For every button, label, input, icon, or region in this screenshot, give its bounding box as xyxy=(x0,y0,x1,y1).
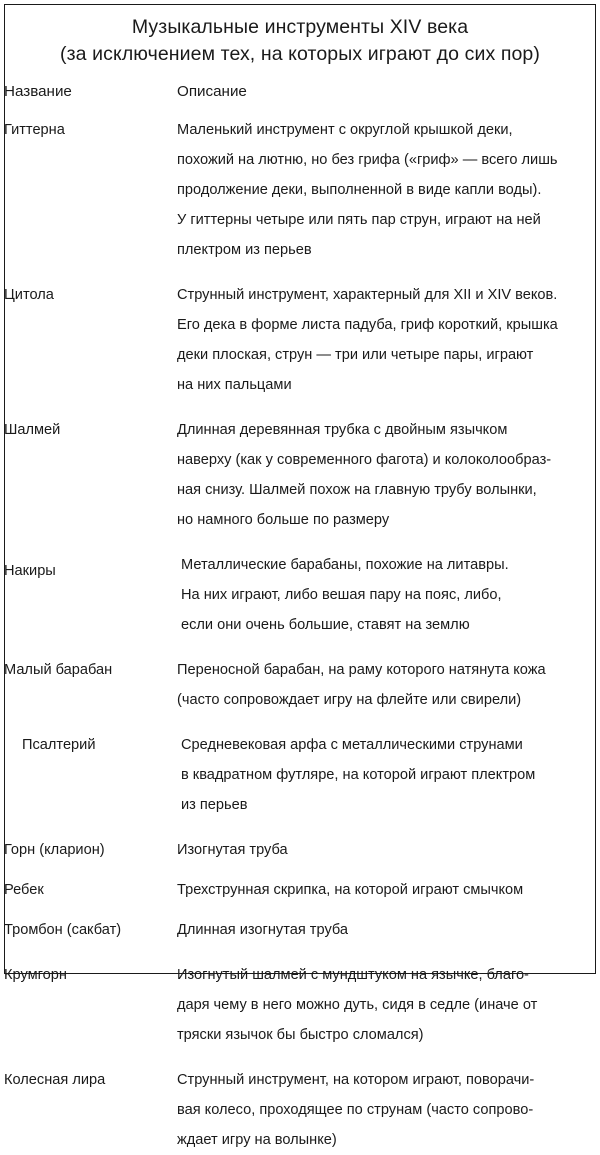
description-line: Струнный инструмент, на котором играют, поворачи- xyxy=(177,1072,535,1088)
instrument-description xyxy=(177,915,596,960)
description-line: Струнный инструмент, характерный для XII и XIV веков. xyxy=(177,287,558,303)
table-row xyxy=(4,415,596,550)
description-line: деки плоская, струн — три или четыре пары, играют xyxy=(177,347,534,363)
instruments-table xyxy=(4,81,596,1155)
description-line: Переносной барабан, на раму которого натянута кожа xyxy=(177,662,546,678)
table-row xyxy=(4,115,596,280)
table-row xyxy=(4,835,596,875)
instrument-name: Шалмей xyxy=(4,422,61,438)
description-line: Средневековая арфа с металлическими струнами xyxy=(181,737,523,753)
instrument-name: Накиры xyxy=(4,563,56,579)
description-line: Его дека в форме листа падуба, гриф короткий, крышка xyxy=(177,317,558,333)
instrument-name: Гиттерна xyxy=(4,122,65,138)
description-line: похожий на лютню, но без грифа («гриф» — всего лишь xyxy=(177,152,558,168)
description-line: продолжение деки, выполненной в виде капли воды). xyxy=(177,182,542,198)
description-line: вая колесо, проходящее по струнам (часто сопрово- xyxy=(177,1102,534,1118)
description-line: На них играют, либо вешая пару на пояс, либо, xyxy=(181,587,502,603)
description-line: Длинная деревянная трубка с двойным язычком xyxy=(177,422,508,438)
table-row xyxy=(4,1065,596,1155)
description-line: Длинная изогнутая труба xyxy=(177,922,349,938)
column-header-name: Название xyxy=(4,83,72,100)
table-row xyxy=(4,960,596,1065)
instrument-name: Псалтерий xyxy=(22,737,96,753)
instrument-description xyxy=(177,655,596,730)
description-line: на них пальцами xyxy=(177,377,292,393)
description-line: (часто сопровождает игру на флейте или свирели) xyxy=(177,692,522,708)
instrument-name: Горн (кларион) xyxy=(4,842,105,858)
page-title xyxy=(4,4,596,68)
column-header-description: Описание xyxy=(177,83,247,100)
page-title-line-1: Музыкальные инструменты XIV века xyxy=(131,16,469,38)
instrument-name: Малый барабан xyxy=(4,662,113,678)
table-row xyxy=(4,655,596,730)
table-row xyxy=(4,550,596,655)
instrument-name: Ребек xyxy=(4,882,44,898)
description-line: У гиттерны четыре или пять пар струн, играют на ней xyxy=(177,212,541,228)
instrument-description xyxy=(177,115,596,280)
description-line: но намного больше по размеру xyxy=(177,512,390,528)
description-line: Металлические барабаны, похожие на литавры. xyxy=(181,557,509,573)
description-line: ная снизу. Шалмей похож на главную трубу волынки, xyxy=(177,482,537,498)
instrument-name: Колесная лира xyxy=(4,1072,106,1088)
instrument-description xyxy=(177,415,596,550)
description-line: наверху (как у современного фагота) и колоколообраз- xyxy=(177,452,552,468)
instrument-description xyxy=(177,835,596,875)
instrument-name: Цитола xyxy=(4,287,54,303)
instrument-description xyxy=(177,730,596,835)
instrument-description xyxy=(177,550,596,655)
description-line: ждает игру на волынке) xyxy=(177,1132,337,1148)
description-line: из перьев xyxy=(181,797,248,813)
table-header-row xyxy=(4,81,596,115)
instrument-description xyxy=(177,1065,596,1155)
table-row xyxy=(4,875,596,915)
instrument-description xyxy=(177,280,596,415)
description-line: Трехструнная скрипка, на которой играют смычком xyxy=(177,882,524,898)
description-line: даря чему в него можно дуть, сидя в седле (иначе от xyxy=(177,997,538,1013)
description-line: плектром из перьев xyxy=(177,242,312,258)
description-line: Изогнутый шалмей с мундштуком на язычке, благо- xyxy=(177,967,529,983)
table-row xyxy=(4,915,596,960)
description-line: Маленький инструмент с округлой крышкой деки, xyxy=(177,122,513,138)
instrument-name: Тромбон (сакбат) xyxy=(4,922,122,938)
instrument-description xyxy=(177,875,596,915)
description-line: Изогнутая труба xyxy=(177,842,288,858)
table-row xyxy=(4,730,596,835)
document-content xyxy=(4,4,596,1155)
table-row xyxy=(4,280,596,415)
instrument-description xyxy=(177,960,596,1065)
description-line: если они очень большие, ставят на землю xyxy=(181,617,470,633)
page-title-line-2: (за исключением тех, на которых играют до сих пор) xyxy=(60,43,540,65)
description-line: тряски язычок бы быстро сломался) xyxy=(177,1027,424,1043)
instrument-name: Крумгорн xyxy=(4,967,67,983)
description-line: в квадратном футляре, на которой играют плектром xyxy=(181,767,536,783)
